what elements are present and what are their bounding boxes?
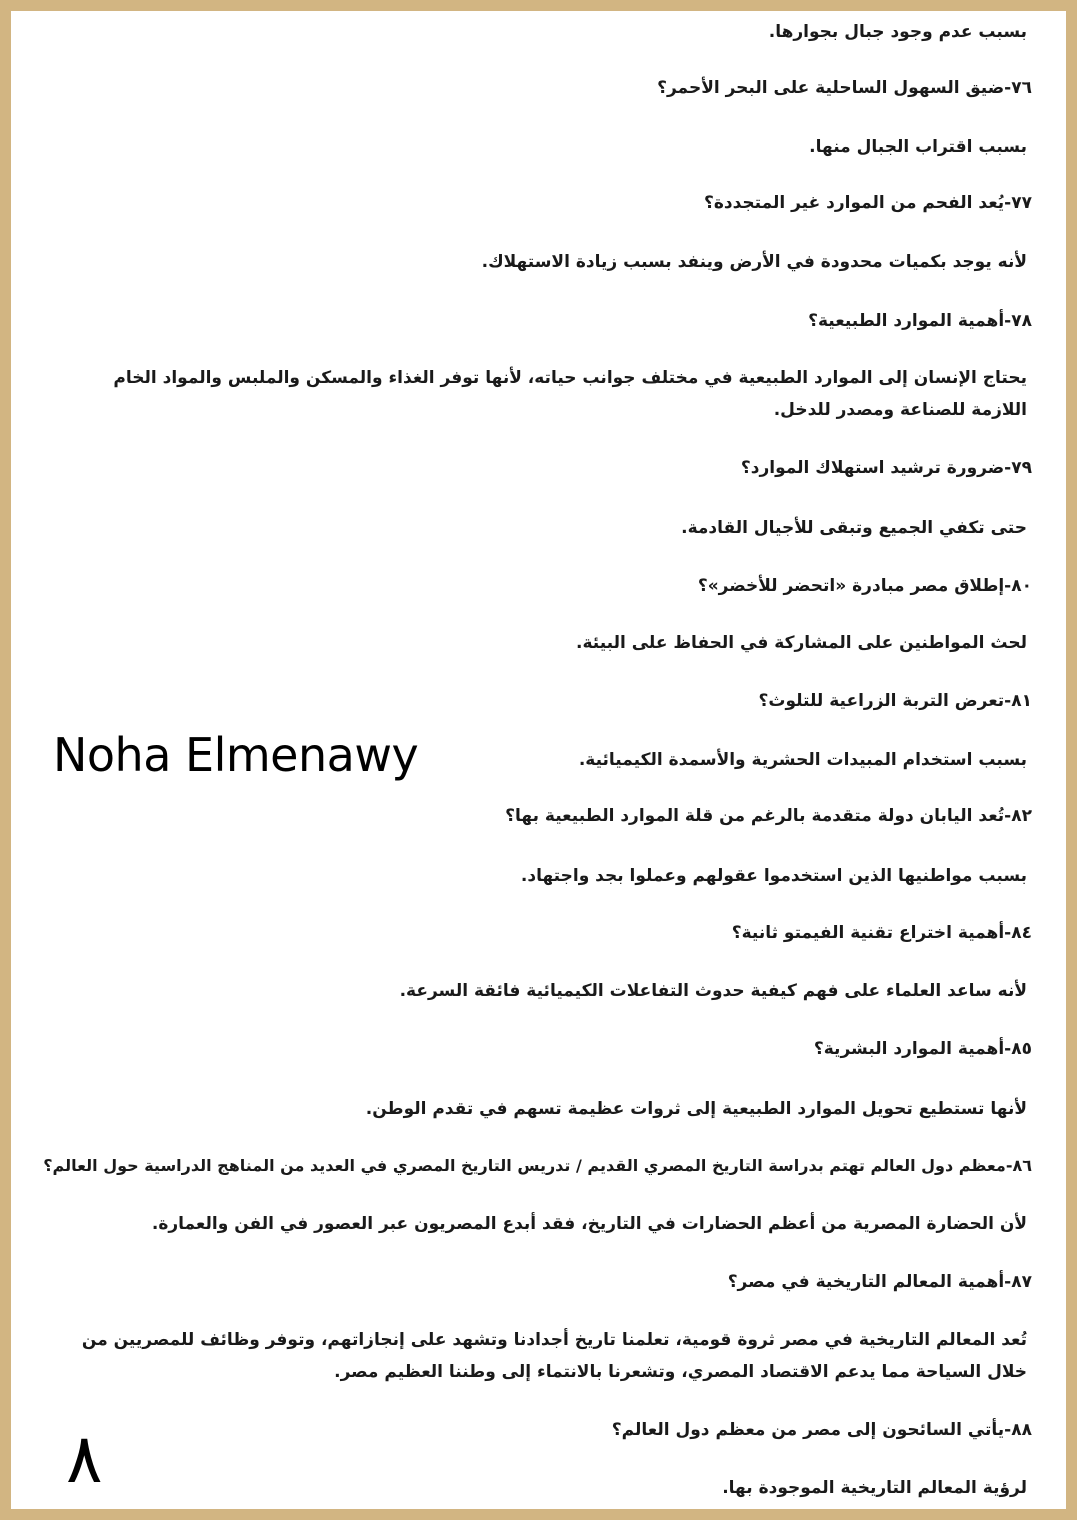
question-85: ٨٥-أهمية الموارد البشرية؟ — [813, 1039, 1032, 1059]
answer-text: بسبب مواطنيها الذين استخدموا عقولهم وعملوا بجد واجتهاد. — [520, 866, 1027, 886]
question-84: ٨٤-أهمية اختراع تقنية الفيمتو ثانية؟ — [731, 923, 1032, 943]
page-number: ٨ — [66, 1420, 103, 1499]
answer-text: لأنه ساعد العلماء على فهم كيفية حدوث التفاعلات الكيميائية فائقة السرعة. — [399, 981, 1027, 1001]
question-77: ٧٧-يُعد الفحم من الموارد غير المتجددة؟ — [703, 193, 1032, 213]
answer-text: لحث المواطنين على المشاركة في الحفاظ على البيئة. — [576, 633, 1027, 653]
answer-text: لأن الحضارة المصرية من أعظم الحضارات في التاريخ، فقد أبدع المصريون عبر العصور في الفن والعمارة. — [151, 1214, 1027, 1234]
answer-text: لأنها تستطيع تحويل الموارد الطبيعية إلى ثروات عظيمة تسهم في تقدم الوطن. — [365, 1099, 1027, 1119]
author-watermark: Noha Elmenawy — [53, 728, 419, 782]
question-87: ٨٧-أهمية المعالم التاريخية في مصر؟ — [727, 1272, 1032, 1292]
question-81: ٨١-تعرض التربة الزراعية للتلوث؟ — [758, 691, 1032, 711]
question-80: ٨٠-إطلاق مصر مبادرة «اتحضر للأخضر»؟ — [697, 576, 1032, 596]
question-76: ٧٦-ضيق السهول الساحلية على البحر الأحمر؟ — [657, 78, 1032, 98]
answer-paragraph: يحتاج الإنسان إلى الموارد الطبيعية في مختلف جوانب حياته، لأنها توفر الغذاء والمسكن والملبس والمواد الخام اللازمة للصناعة ومصدر للدخل. — [113, 368, 1027, 420]
answer-text: بسبب استخدام المبيدات الحشرية والأسمدة الكيميائية. — [578, 750, 1027, 770]
answer-text: بسبب اقتراب الجبال منها. — [809, 137, 1027, 157]
question-82: ٨٢-تُعد اليابان دولة متقدمة بالرغم من قلة الموارد الطبيعية بها؟ — [505, 806, 1032, 826]
question-78: ٧٨-أهمية الموارد الطبيعية؟ — [808, 311, 1032, 331]
answer-text: بسبب عدم وجود جبال بجوارها. — [768, 22, 1027, 42]
question-79: ٧٩-ضرورة ترشيد استهلاك الموارد؟ — [740, 458, 1032, 478]
answer-text: حتى تكفي الجميع وتبقى للأجيال القادمة. — [681, 518, 1027, 538]
answer-paragraph: تُعد المعالم التاريخية في مصر ثروة قومية، تعلمنا تاريخ أجدادنا وتشهد على إنجازاتهم، وتوفر وظائف للمصريين من خلال السياحة مما يدعم الاقتصاد المصري، وتشعرنا بالانتماء إلى وطننا العظيم مصر. — [81, 1330, 1027, 1382]
question-86: ٨٦-معظم دول العالم تهتم بدراسة التاريخ المصري القديم / تدريس التاريخ المصري في العديد من المناهج الدراسية حول العالم؟ — [43, 1156, 1032, 1175]
answer-text: لأنه يوجد بكميات محدودة في الأرض وينفد بسبب زيادة الاستهلاك. — [481, 252, 1027, 272]
question-88: ٨٨-يأتي السائحون إلى مصر من معظم دول العالم؟ — [611, 1420, 1032, 1440]
answer-text: لرؤية المعالم التاريخية الموجودة بها. — [722, 1478, 1027, 1498]
